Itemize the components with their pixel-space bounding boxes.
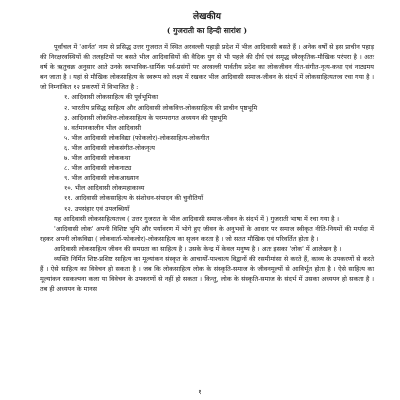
list-item: ६. भील आदिवासी लोकसंगीत-लोकनृत्य [64, 143, 155, 152]
body-paragraph: 'आदिवासी लोक' अपनी विशिष्ट भूमि और पर्यावरण में भोगे हुए जीवन के अनुभवों के आधार पर समाज स्वीकृत नीति-नियमों की मर्यादा में रहकर अपनी लोकविद्या ( लोकवार्ता-फोकलोर)-लोकसाहित्य का सृजन करता है । जो सतत मौखिक एवं परिवर्तित होता है । [40, 224, 374, 243]
intro-paragraph: पूर्वांचल में 'आर्नत' नाम से प्रसिद्ध उत्तर गुजरात में स्थित अरवल्ली पहाड़ी प्रदेश में भील आदिवासी बसते हैं । अनेक वर्षों से इस प्राचीन पहाड़ की निरक्षरवस्थियों की तलहटियों पर बसते भील आदिवासियों की वैदिक युग से भी पहले की दीर्घ एवं समृद्ध स्वैरकृतिक-मौखिक परंपरा है । अतः वर्ष के ऋतुचक्र अनुसार आते उनके स्वभाविक-धार्मिक पर्व-प्रसंगों पर अरवल्ली पार्वतीय प्रदेश का लोकजीवन गीत-संगीत-नृत्य-कथा एवं नाट्यमय बन जाता है । यहां से मौखिक लोकसाहित्य के स्वरूप को लक्ष्य में रखकर भील आदिवासी समाज-जीवन के संदर्भ में लोकसाहित्यतत्त्व रचा गया है । जो निम्नांकित १२ प्रकरणों में विभाजित है : [40, 43, 374, 92]
list-item: ११. आदिवासी लोकसाहित्य के संशोधन-संपादन की चुनौतियाँ [64, 194, 204, 203]
list-item: ७. भील आदिवासी लोककथा [64, 154, 131, 163]
chapter-list [40, 92, 374, 213]
page-subtitle: ( गुजराती का हिन्दी सारांश ) [166, 26, 248, 35]
list-item: ५. भील आदिवासी लोकविद्या (फोकलोर)-लोकसाहित्य-लोकगीत [64, 133, 210, 142]
list-item: २. भारतीय प्रसिद्ध साहित्य और आदिवासी लोकवित्त-लोकसाहित्य की प्राचीन पृष्ठभूमि [64, 103, 258, 112]
page-title: लेखकीय [193, 12, 221, 22]
list-item: १२. उपसंहार एवं उपलब्धियाँ [64, 204, 130, 213]
list-item: ३. आदिवासी लोकवित्त-लोकसाहित्य के परम्परागत अध्ययन की पृष्ठभूमि [64, 113, 227, 122]
list-item: ८. भील आदिवासी लोकनाट्य [64, 164, 132, 173]
body-paragraph: आदिवासी लोकसाहित्य जीवन की समग्रता का साहित्य है । उसके केन्द्र में केवल मनुष्य है । अतः इसका 'लोक' में आलेखन है । [54, 244, 342, 253]
body-paragraph: व्यक्ति निर्मित शिष्ट-प्रशिष्ट साहित्य का मूल्यांकन संस्कृत के आचार्यों-पाश्चात्य विद्वानों की रसमीमांसा से करते हैं, काव्य के उपकरणों से करते हैं । ऐसे साहित्य का विवेचन हो सकता है । जब कि लोकसाहित्य लोक के संस्कृति-समाज के जीवनमूल्यों से आविर्भूत होता है । ऐसे साहित्य का मूल्यांकन रसकल्पना कला या विवेचन के उपकरणों से नहीं हो सकता । किन्तु, लोक के संस्कृति-समाज के संदर्भ में उसका अध्ययन हो सकता है । तब ही अध्ययन के मानस [40, 254, 374, 294]
list-item: ४. वर्तमानकालीन भील आदिवासी [64, 123, 142, 132]
list-item: ९. भील आदिवासी लोकआख्यान [64, 174, 139, 183]
list-item: १. आदिवासी लोकसाहित्य की पूर्वभूमिका [64, 93, 159, 102]
body-paragraph: यह आदिवासी लोकसाहित्यतत्त्व ( उत्तर गुजरात के भील आदिवासी समाज-जीवन के संदर्भ में ) गुजराती भाषा में रचा गया है । [54, 214, 340, 223]
page-number: १ [198, 388, 202, 396]
list-item: १०. भील आदिवासी लोकमहाकाव्य [64, 184, 145, 193]
